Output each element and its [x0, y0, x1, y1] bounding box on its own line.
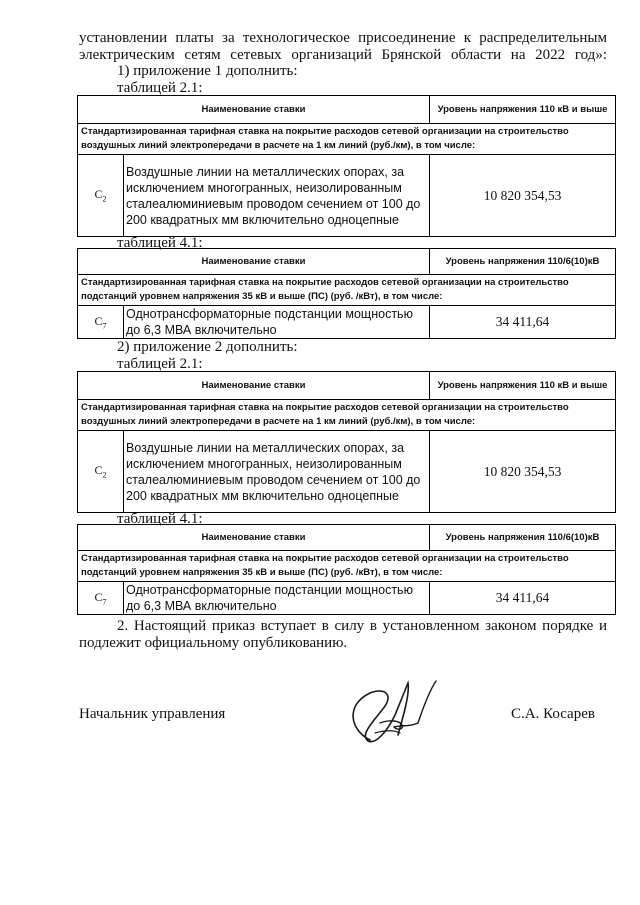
rate-code-letter: C: [94, 313, 103, 328]
rate-subheader: Стандартизированная тарифная ставка на покрытие расходов сетевой организации на строительство подстанций уровнем напряжения 35 кВ и выше (ПС) (руб. /кВт), в том числе:: [78, 551, 616, 582]
appendix-2-table-4-1: [77, 524, 616, 615]
appendix-2-table-2-1: [77, 371, 616, 513]
rate-code-index: 7: [102, 321, 107, 331]
col-header-level: Уровень напряжения 110/6(10)кВ: [430, 249, 616, 275]
col-header-level: Уровень напряжения 110/6(10)кВ: [430, 525, 616, 551]
appendix-1-table-4-1: [77, 248, 616, 339]
appendix-2-heading: 2) приложение 2 дополнить:: [117, 339, 298, 355]
intro-line-1: установлении платы за технологическое присоединение к распределительным: [79, 30, 607, 46]
rate-code-letter: C: [94, 589, 103, 604]
clause-2-line-2: подлежит официальному опубликованию.: [79, 635, 348, 651]
col-header-name: Наименование ставки: [78, 525, 430, 551]
rate-code-letter: C: [94, 187, 103, 202]
rate-code: [78, 431, 124, 513]
rate-description: Воздушные линии на металлических опорах, за исключением многогранных, неизолированным сталеалюминиевым проводом сечением от 100 до 200 квадратных мм включительно одноцепные: [124, 155, 430, 237]
intro-line-2: электрическим сетям сетевых организаций Брянской области на 2022 год»:: [79, 47, 607, 63]
col-header-name: Наименование ставки: [78, 249, 430, 275]
col-header-level: Уровень напряжения 110 кВ и выше: [430, 372, 616, 400]
rate-description: Воздушные линии на металлических опорах, за исключением многогранных, неизолированным сталеалюминиевым проводом сечением от 100 до 200 квадратных мм включительно одноцепные: [124, 431, 430, 513]
rate-description: Однотрансформаторные подстанции мощностью до 6,3 МВА включительно: [124, 582, 430, 615]
rate-value: 34 411,64: [430, 582, 616, 615]
rate-value: 10 820 354,53: [430, 155, 616, 237]
clause-2-line-1: 2. Настоящий приказ вступает в силу в установленном законом порядке и: [117, 618, 607, 634]
rate-value: 34 411,64: [430, 306, 616, 339]
appendix-1-heading: 1) приложение 1 дополнить:: [117, 63, 298, 79]
rate-code-index: 7: [102, 597, 107, 607]
rate-code-index: 2: [102, 470, 107, 480]
rate-code-letter: C: [94, 463, 103, 478]
rate-value: 10 820 354,53: [430, 431, 616, 513]
rate-code: [78, 582, 124, 615]
rate-subheader: Стандартизированная тарифная ставка на покрытие расходов сетевой организации на строительство воздушных линий электропередачи в расчете на 1 км линий (руб./км), в том числе:: [78, 400, 616, 431]
rate-code: [78, 155, 124, 237]
col-header-level: Уровень напряжения 110 кВ и выше: [430, 96, 616, 124]
col-header-name: Наименование ставки: [78, 372, 430, 400]
signatory-position: Начальник управления: [79, 706, 226, 722]
rate-subheader: Стандартизированная тарифная ставка на покрытие расходов сетевой организации на строительство подстанций уровнем напряжения 35 кВ и выше (ПС) (руб. /кВт), в том числе:: [78, 275, 616, 306]
rate-subheader: Стандартизированная тарифная ставка на покрытие расходов сетевой организации на строительство воздушных линий электропередачи в расчете на 1 км линий (руб./км), в том числе:: [78, 124, 616, 155]
rate-description: Однотрансформаторные подстанции мощностью до 6,3 МВА включительно: [124, 306, 430, 339]
appendix-2-table-2-1-label: таблицей 2.1:: [117, 356, 203, 372]
appendix-1-table-2-1: [77, 95, 616, 237]
rate-code: [78, 306, 124, 339]
appendix-1-table-2-1-label: таблицей 2.1:: [117, 80, 203, 96]
rate-code-index: 2: [102, 194, 107, 204]
signatory-name: С.А. Косарев: [511, 706, 595, 722]
col-header-name: Наименование ставки: [78, 96, 430, 124]
signature: [340, 675, 440, 750]
appendix-2-table-4-1-label: таблицей 4.1:: [117, 511, 203, 527]
appendix-1-table-4-1-label: таблицей 4.1:: [117, 235, 203, 251]
